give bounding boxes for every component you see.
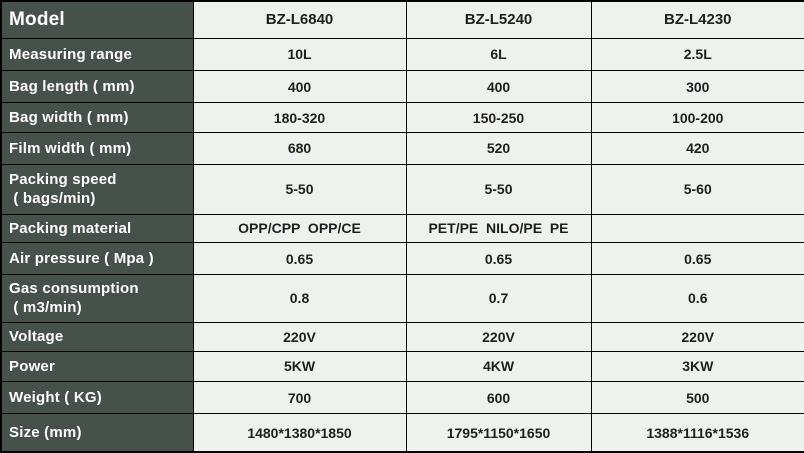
cell-packing-speed-3: 5-60: [591, 164, 804, 214]
row-label-bag-width: [1, 103, 193, 133]
row-label-text: Weight ( KG): [9, 388, 102, 406]
cell-bag-length-1: 400: [193, 70, 406, 102]
table-row-packing-material: [1, 214, 804, 242]
row-label-text-line2: ( bags/min): [9, 190, 96, 208]
row-label-packing-material: [1, 214, 193, 242]
row-label-text: Power: [9, 357, 56, 375]
table-row-packing-speed: [1, 164, 804, 214]
cell-film-width-3: 420: [591, 133, 804, 164]
table-row-air-pressure: [1, 243, 804, 275]
row-label-text: Size (mm): [9, 423, 82, 441]
cell-packing-speed-1: 5-50: [193, 164, 406, 214]
cell-air-pressure-1: 0.65: [193, 243, 406, 275]
table-row-power: [1, 351, 804, 381]
cell-gas-consumption-3: 0.6: [591, 275, 804, 322]
cell-measuring-range-3: 2.5L: [591, 38, 804, 70]
row-label-text: Bag width ( mm): [9, 108, 129, 126]
row-label-size: [1, 414, 193, 452]
row-label-film-width: [1, 133, 193, 164]
cell-measuring-range-1: 10L: [193, 38, 406, 70]
row-label-text-line2: ( m3/min): [9, 299, 82, 317]
cell-packing-speed-2: 5-50: [406, 164, 591, 214]
cell-weight-2: 600: [406, 381, 591, 413]
row-label-power: [1, 351, 193, 381]
table-row-bag-length: [1, 70, 804, 102]
cell-packing-material-2: PET/PE NILO/PE PE: [406, 214, 591, 242]
row-label-text: Air pressure ( Mpa ): [9, 249, 154, 267]
cell-power-1: 5KW: [193, 351, 406, 381]
cell-voltage-3: 220V: [591, 322, 804, 351]
cell-air-pressure-2: 0.65: [406, 243, 591, 275]
row-label-text: Voltage: [9, 327, 64, 345]
cell-size-1: 1480*1380*1850: [193, 414, 406, 452]
cell-bag-width-2: 150-250: [406, 103, 591, 133]
row-label-gas-consumption: [1, 275, 193, 322]
cell-film-width-2: 520: [406, 133, 591, 164]
row-label-bag-length: [1, 70, 193, 102]
row-label-text: Packing speed: [9, 170, 117, 188]
cell-voltage-1: 220V: [193, 322, 406, 351]
table-row-film-width: [1, 133, 804, 164]
table-row-size: [1, 414, 804, 452]
row-label-model: Model: [1, 1, 193, 38]
cell-voltage-2: 220V: [406, 322, 591, 351]
cell-power-2: 4KW: [406, 351, 591, 381]
row-label-weight: [1, 381, 193, 413]
cell-model-3: BZ-L4230: [591, 1, 804, 38]
cell-bag-length-3: 300: [591, 70, 804, 102]
cell-bag-width-3: 100-200: [591, 103, 804, 133]
cell-model-1: BZ-L6840: [193, 1, 406, 38]
table-row-voltage: [1, 322, 804, 351]
table-row-model: [1, 1, 804, 38]
row-label-text: Film width ( mm): [9, 139, 132, 157]
cell-packing-material-3: [591, 214, 804, 242]
cell-weight-3: 500: [591, 381, 804, 413]
cell-gas-consumption-1: 0.8: [193, 275, 406, 322]
cell-bag-length-2: 400: [406, 70, 591, 102]
row-label-measuring-range: [1, 38, 193, 70]
cell-weight-1: 700: [193, 381, 406, 413]
cell-power-3: 3KW: [591, 351, 804, 381]
row-label-packing-speed: [1, 164, 193, 214]
table-row-measuring-range: [1, 38, 804, 70]
cell-packing-material-1: OPP/CPP OPP/CE: [193, 214, 406, 242]
cell-measuring-range-2: 6L: [406, 38, 591, 70]
table-row-gas-consumption: [1, 275, 804, 322]
cell-air-pressure-3: 0.65: [591, 243, 804, 275]
table-row-bag-width: [1, 103, 804, 133]
cell-model-2: BZ-L5240: [406, 1, 591, 38]
cell-film-width-1: 680: [193, 133, 406, 164]
cell-gas-consumption-2: 0.7: [406, 275, 591, 322]
row-label-text: Packing material: [9, 219, 132, 237]
cell-bag-width-1: 180-320: [193, 103, 406, 133]
row-label-text: Measuring range: [9, 45, 133, 63]
row-label-text: Gas consumption: [9, 279, 139, 297]
cell-size-3: 1388*1116*1536: [591, 414, 804, 452]
cell-size-2: 1795*1150*1650: [406, 414, 591, 452]
row-label-voltage: [1, 322, 193, 351]
row-label-text: Bag length ( mm): [9, 77, 135, 95]
row-label-air-pressure: [1, 243, 193, 275]
table-row-weight: [1, 381, 804, 413]
